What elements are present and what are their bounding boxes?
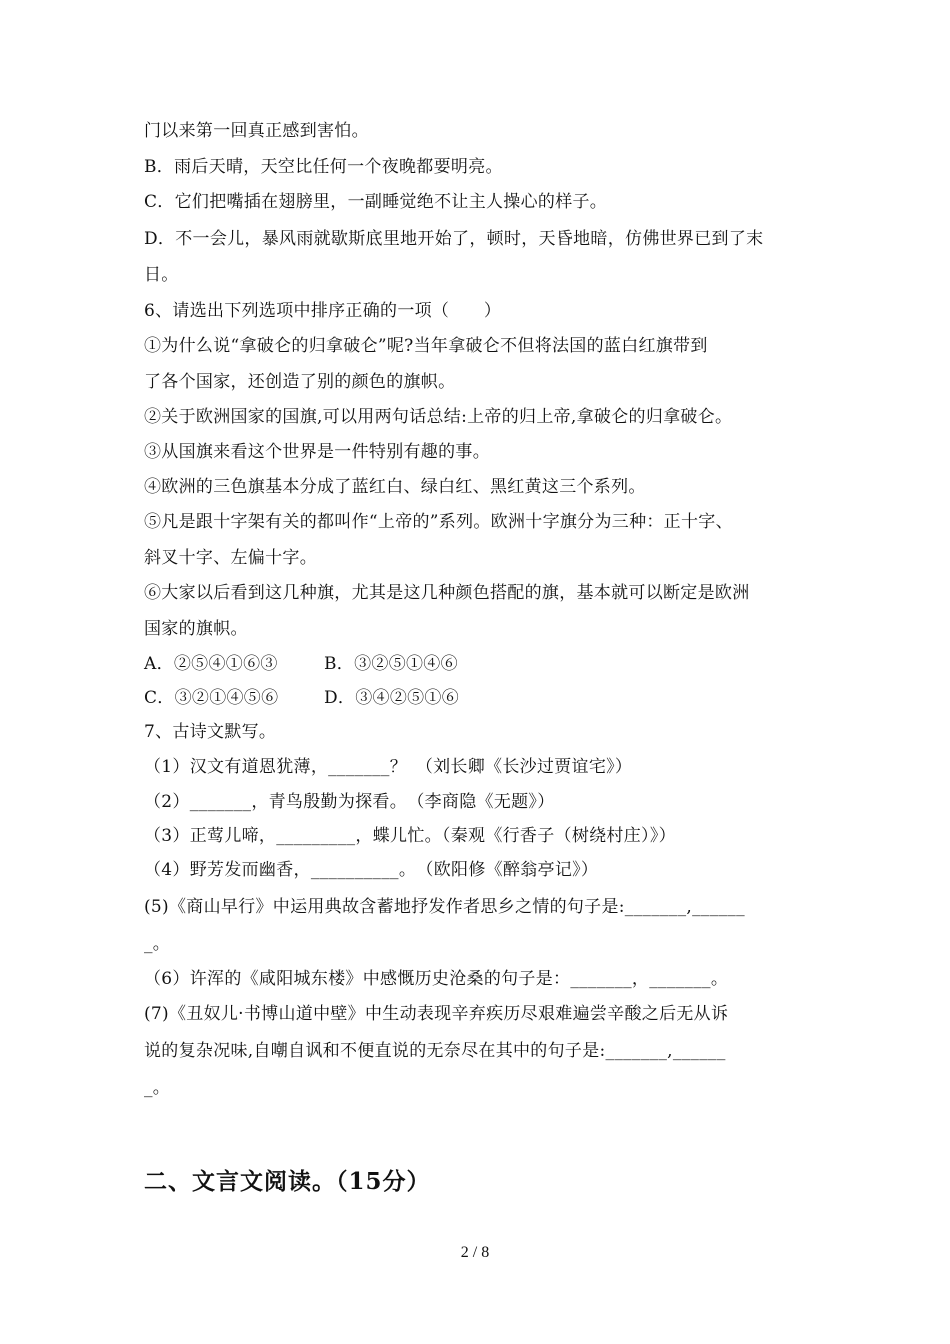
q6-sentence-4: ④欧洲的三色旗基本分成了蓝红白、绿白红、黑红黄这三个系列。 (144, 477, 646, 497)
q7-stem: 7、古诗文默写。 (144, 722, 277, 742)
q6-sentence-3: ③从国旗来看这个世界是一件特别有趣的事。 (144, 442, 490, 462)
q6-options-cd (144, 686, 814, 710)
q5-option-c: C．它们把嘴插在翅膀里，一副睡觉绝不让主人操心的样子。 (144, 192, 608, 212)
q7-item-6: （6）许浑的《咸阳城东楼》中感慨历史沧桑的句子是：_______，_______。 (144, 969, 729, 989)
q6-sentence-5: ⑤凡是跟十字架有关的都叫作“上帝的”系列。欧洲十字旗分为三种：正十字、 (144, 512, 733, 532)
q7-item-7: (7)《丑奴儿·书博山道中壁》中生动表现辛弃疾历尽艰难遍尝辛酸之后无从诉 (144, 1004, 729, 1024)
section-2-heading: 二、文言文阅读。（15分） (144, 1168, 431, 1195)
q6-option-d: D．③④②⑤①⑥ (324, 688, 460, 708)
q7-item-3: （3）正莺儿啼，_________，蝶儿忙。（秦观《行香子（树绕村庄）》） (144, 826, 676, 846)
q5-option-b: B．雨后天晴，天空比任何一个夜晚都要明亮。 (144, 157, 503, 177)
q6-option-a: A．②⑤④①⑥③ (144, 654, 278, 674)
q5-option-a-continued: 门以来第一回真正感到害怕。 (144, 121, 369, 141)
page-number: 2 / 8 (460, 1244, 490, 1261)
q6-option-b: B．③②⑤①④⑥ (324, 654, 458, 674)
q5-option-d: D．不一会儿，暴风雨就歇斯底里地开始了，顿时，天昏地暗，仿佛世界已到了末 (144, 229, 764, 249)
q6-sentence-6-continued: 国家的旗帜。 (144, 619, 248, 639)
q6-sentence-6: ⑥大家以后看到这几种旗，尤其是这几种颜色搭配的旗，基本就可以断定是欧洲 (144, 583, 750, 603)
q7-item-5: (5)《商山早行》中运用典故含蓄地抒发作者思乡之情的句子是:_______,______ (144, 897, 745, 917)
q6-sentence-1-continued: 了各个国家，还创造了别的颜色的旗帜。 (144, 372, 456, 392)
q7-item-4: （4）野芳发而幽香，__________。 （欧阳修《醉翁亭记》） (144, 860, 599, 880)
q7-item-7-end: _。 (144, 1078, 171, 1098)
q6-options-ab (144, 652, 814, 676)
q7-item-2: （2）_______，青鸟殷勤为探看。 （李商隐《无题》） (144, 792, 555, 812)
q6-sentence-5-continued: 斜叉十字、左偏十字。 (144, 548, 317, 568)
q7-item-1: （1）汉文有道恩犹薄，_______？ （刘长卿《长沙过贾谊宅》） (144, 757, 633, 777)
q6-sentence-1: ①为什么说“拿破仑的归拿破仑”呢?当年拿破仑不但将法国的蓝白红旗带到 (144, 336, 708, 356)
q6-sentence-2: ②关于欧洲国家的国旗,可以用两句话总结:上帝的归上帝,拿破仑的归拿破仑。 (144, 407, 733, 427)
q6-stem: 6、请选出下列选项中排序正确的一项（ ） (144, 301, 502, 321)
q7-item-7-continued: 说的复杂况味,自嘲自讽和不便直说的无奈尽在其中的句子是:_______,______ (144, 1041, 726, 1061)
q7-item-5-continued: _。 (144, 934, 171, 954)
q6-option-c: C．③②①④⑤⑥ (144, 688, 279, 708)
q5-option-d-continued: 日。 (144, 265, 179, 285)
